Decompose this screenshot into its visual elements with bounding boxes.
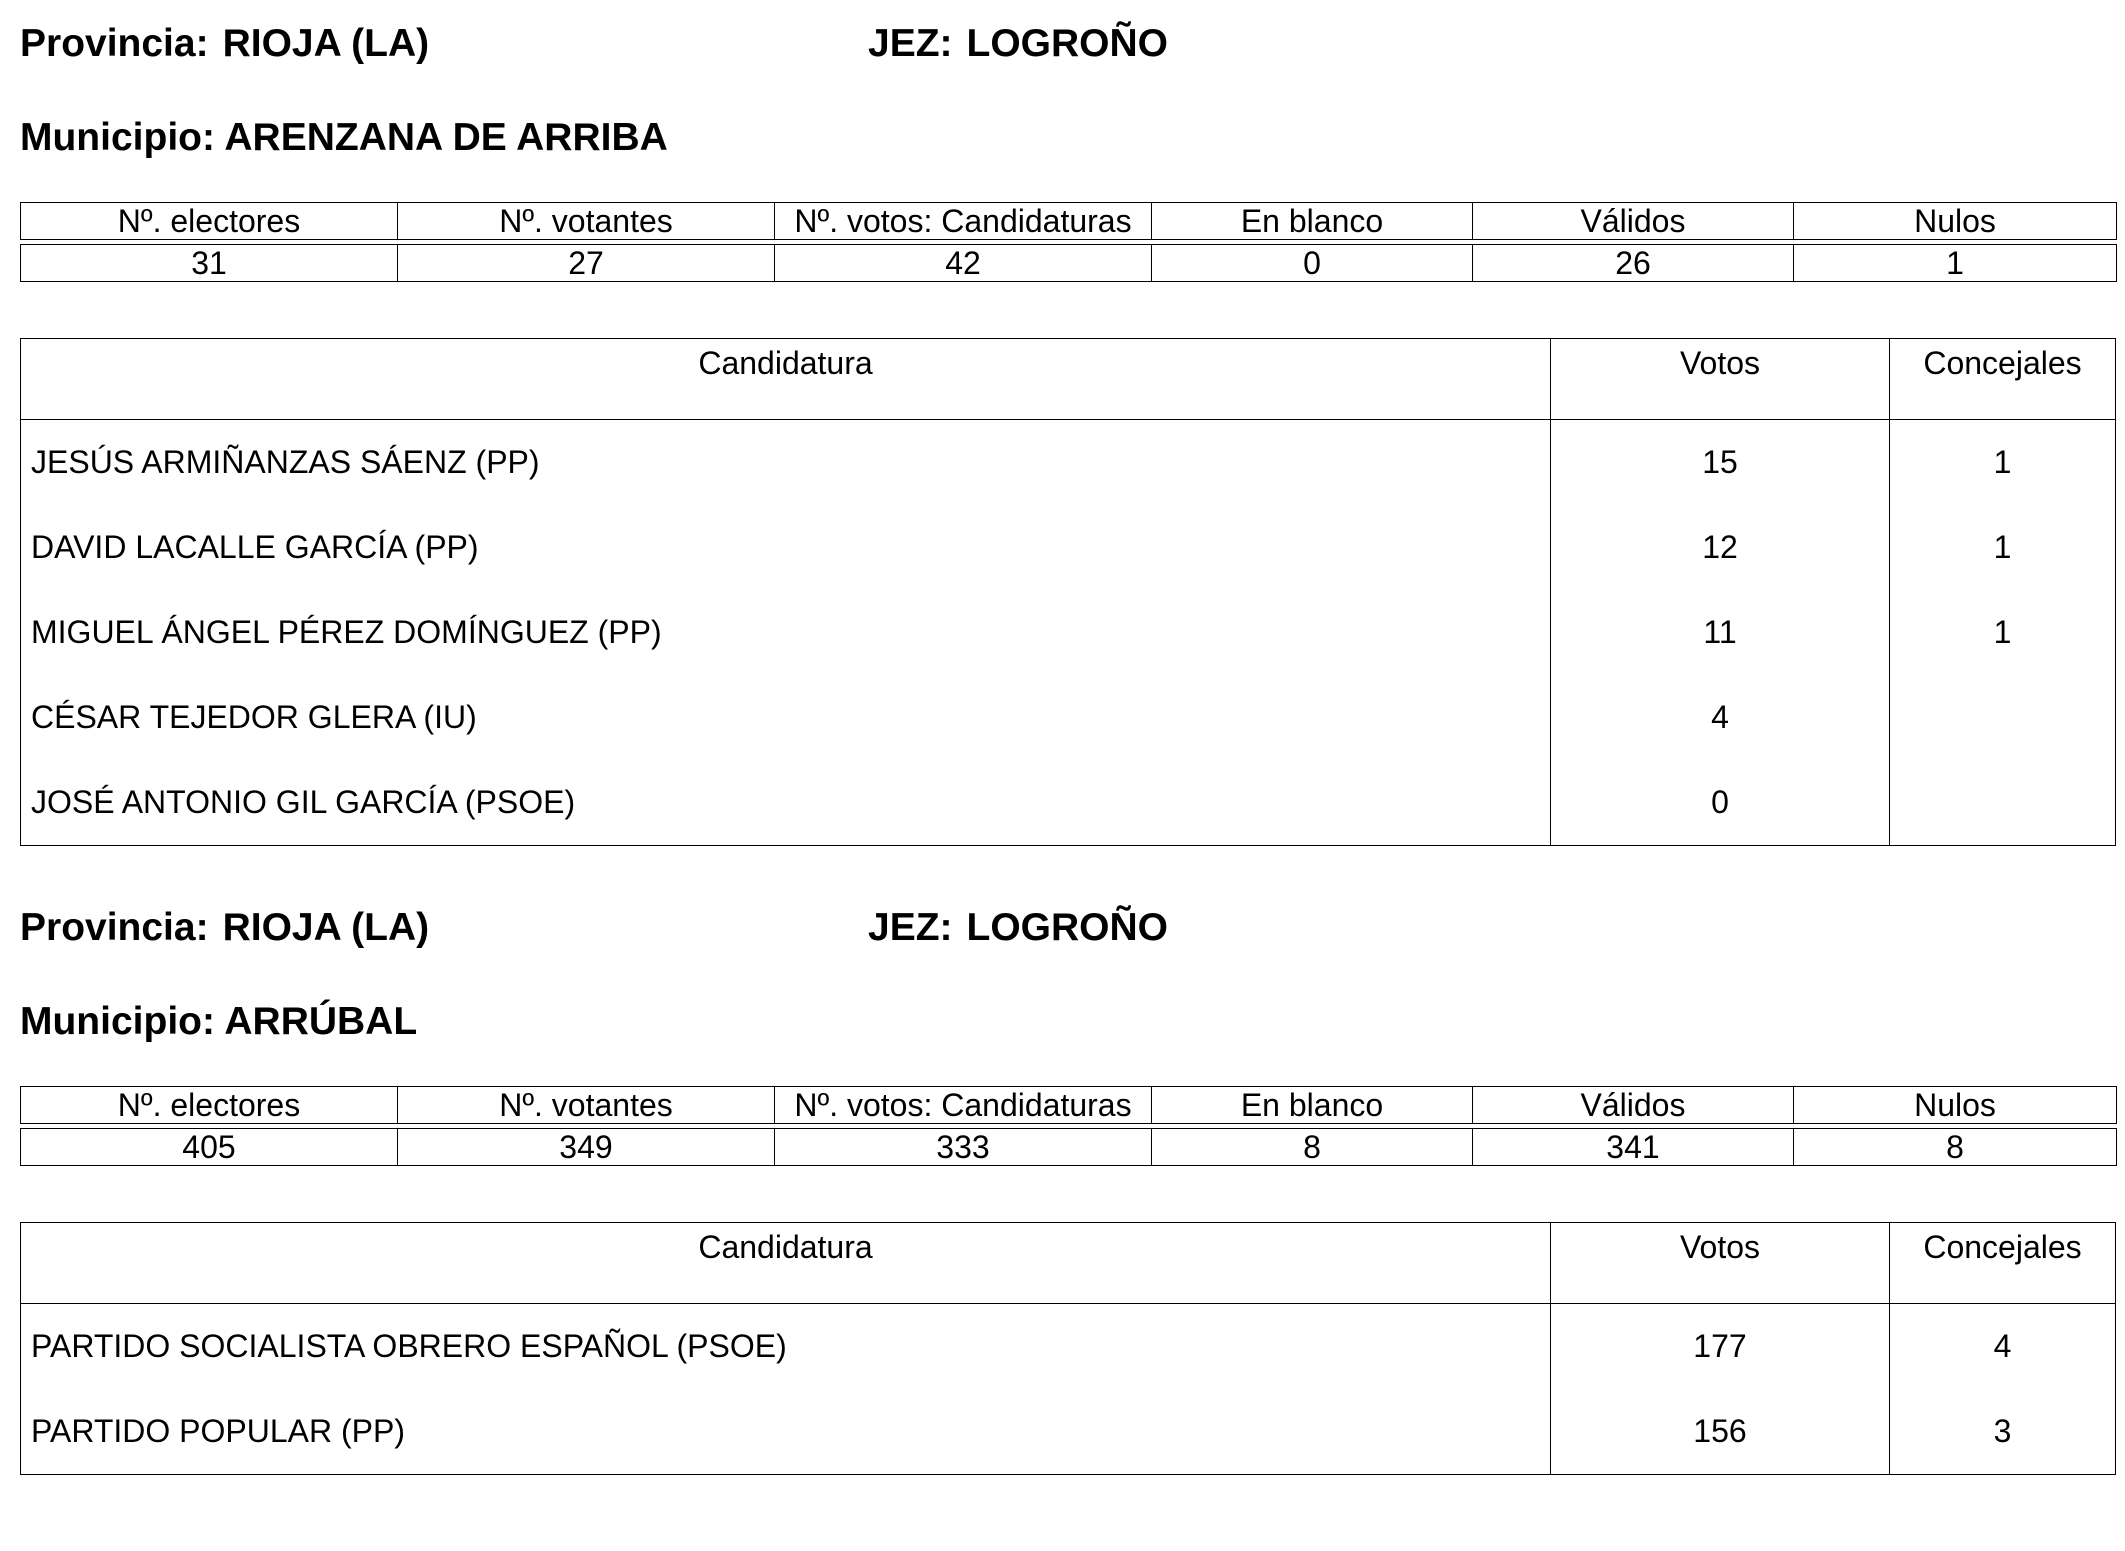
stats-value-row (21, 1129, 2117, 1166)
stats-header-en-blanco: En blanco (1152, 203, 1473, 240)
stats-value-electores: 31 (21, 245, 398, 282)
candidate-name: JOSÉ ANTONIO GIL GARCÍA (PSOE) (31, 784, 576, 820)
header-candidatura: Candidatura (698, 345, 873, 381)
stats-value-nulos: 1 (1794, 245, 2117, 282)
header-concejales: Concejales (1889, 339, 2115, 419)
municipio-value: ARENZANA DE ARRIBA (224, 116, 668, 159)
jez-value: LOGROÑO (966, 22, 1169, 65)
stats-header-row (21, 1087, 2117, 1124)
jez-label: JEZ: (868, 22, 953, 65)
candidate-concejales (1889, 675, 2115, 760)
candidate-votos: 156 (1550, 1389, 1889, 1474)
stats-header-nulos: Nulos (1794, 1087, 2117, 1124)
table-row (21, 1304, 2115, 1389)
jez-label: JEZ: (868, 906, 953, 949)
stats-value-votos-candidaturas: 333 (775, 1129, 1152, 1166)
municipio-value: ARRÚBAL (224, 1000, 418, 1043)
jez-value: LOGROÑO (966, 906, 1169, 949)
stats-value-votos-candidaturas: 42 (775, 245, 1152, 282)
table-row (21, 420, 2115, 505)
stats-header-electores: Nº. electores (21, 1087, 398, 1124)
candidate-concejales: 1 (1889, 505, 2115, 590)
stats-value-votantes: 349 (398, 1129, 775, 1166)
table-row (21, 760, 2115, 845)
stats-value-row (21, 245, 2117, 282)
provincia-label: Provincia: (20, 906, 209, 949)
candidate-votos: 0 (1550, 760, 1889, 845)
stats-header-nulos: Nulos (1794, 203, 2117, 240)
candidate-concejales: 1 (1889, 420, 2115, 505)
candidate-name: JESÚS ARMIÑANZAS SÁENZ (PP) (31, 444, 540, 480)
table-row (21, 1389, 2115, 1474)
header-votos: Votos (1550, 1223, 1889, 1303)
candidate-votos: 12 (1550, 505, 1889, 590)
jez-header (868, 22, 1168, 66)
stats-header-electores: Nº. electores (21, 203, 398, 240)
provincia-value: RIOJA (LA) (222, 22, 430, 65)
stats-value-en-blanco: 8 (1152, 1129, 1473, 1166)
stats-table (20, 202, 2117, 282)
municipio-label: Municipio: (20, 1000, 215, 1043)
table-row (21, 675, 2115, 760)
provincia-label: Provincia: (20, 22, 209, 65)
municipio-header (20, 1000, 417, 1044)
stats-value-nulos: 8 (1794, 1129, 2117, 1166)
stats-value-validos: 26 (1473, 245, 1794, 282)
stats-value-en-blanco: 0 (1152, 245, 1473, 282)
municipio-label: Municipio: (20, 116, 215, 159)
candidates-header-row (21, 1223, 2115, 1304)
stats-header-votos-candidaturas: Nº. votos: Candidaturas (775, 1087, 1152, 1124)
candidate-votos: 4 (1550, 675, 1889, 760)
provincia-header (20, 22, 429, 66)
candidate-name: PARTIDO POPULAR (PP) (31, 1413, 405, 1449)
stats-header-validos: Válidos (1473, 1087, 1794, 1124)
table-row (21, 590, 2115, 675)
stats-value-electores: 405 (21, 1129, 398, 1166)
stats-header-votantes: Nº. votantes (398, 1087, 775, 1124)
header-candidatura: Candidatura (698, 1229, 873, 1265)
header-votos: Votos (1550, 339, 1889, 419)
stats-header-row (21, 203, 2117, 240)
candidate-name: PARTIDO SOCIALISTA OBRERO ESPAÑOL (PSOE) (31, 1328, 787, 1364)
candidate-name: CÉSAR TEJEDOR GLERA (IU) (31, 699, 477, 735)
candidate-votos: 15 (1550, 420, 1889, 505)
candidate-name: DAVID LACALLE GARCÍA (PP) (31, 529, 479, 565)
jez-header (868, 906, 1168, 950)
stats-header-votantes: Nº. votantes (398, 203, 775, 240)
stats-table (20, 1086, 2117, 1166)
candidate-concejales (1889, 760, 2115, 845)
stats-header-votos-candidaturas: Nº. votos: Candidaturas (775, 203, 1152, 240)
candidates-table (20, 338, 2116, 846)
candidate-votos: 11 (1550, 590, 1889, 675)
stats-header-en-blanco: En blanco (1152, 1087, 1473, 1124)
candidate-votos: 177 (1550, 1304, 1889, 1389)
candidates-header-row (21, 339, 2115, 420)
stats-value-validos: 341 (1473, 1129, 1794, 1166)
provincia-header (20, 906, 429, 950)
header-concejales: Concejales (1889, 1223, 2115, 1303)
candidates-table (20, 1222, 2116, 1475)
municipio-header (20, 116, 668, 160)
stats-value-votantes: 27 (398, 245, 775, 282)
stats-header-validos: Válidos (1473, 203, 1794, 240)
provincia-value: RIOJA (LA) (222, 906, 430, 949)
candidate-concejales: 1 (1889, 590, 2115, 675)
table-row (21, 505, 2115, 590)
candidate-concejales: 3 (1889, 1389, 2115, 1474)
candidate-name: MIGUEL ÁNGEL PÉREZ DOMÍNGUEZ (PP) (31, 614, 662, 650)
candidate-concejales: 4 (1889, 1304, 2115, 1389)
